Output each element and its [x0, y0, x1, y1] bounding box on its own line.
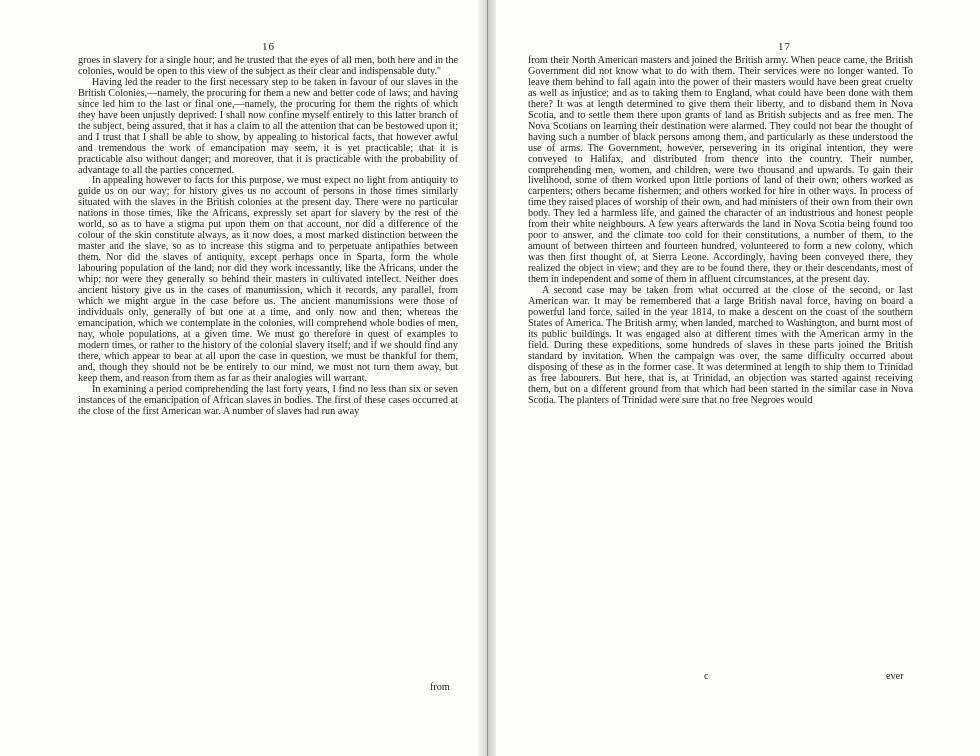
- catchword-right: ever: [886, 671, 904, 682]
- right-page: [496, 0, 980, 756]
- paragraph: Having led the reader to the first necessary step to be taken in favour of our slaves in the British Colonies,—namely, the procuring for them a new and better code of laws; and having since led him to the last or final one,—namely, the procuring for them the rights of which they have been unjustly deprived: I shall now confine myself entirely to this latter branch of the subject, being assured, that it has a claim to all the attention that can be bestowed upon it; and I trust that I shall be able to show, by appealing to historical facts, that however awful and tremendous the work of emancipation may seem, it is yet practicable; that it is practicable also without danger; and moreover, that it is practicable with the probability of advantage to all the parties concerned.: [78, 76, 458, 176]
- catchword-left: from: [430, 682, 450, 693]
- paragraph: A second case may be taken from what occurred at the close of the second, or last American war. It may be remembered that a large British naval force, having on board a powerful land force, sailed in the year 1814, to make a descent on the coast of the southern States of America. The British army, when landed, marched to Washington, and burnt most of its public buildings. It was engaged also at different times with the American army in the field. During these expeditions, some hundreds of slaves in these parts joined the British standard by invitation. When the campaign was over, the same difficulty occurred about disposing of these as in the former case. It was determined at length to ship them to Trinidad as free labourers. But here, that is, at Trinidad, an objection was started against receiving them, but on a different ground from that which had been started in the similar case in Nova Scotia. The planters of Trinidad were sure that no free Negroes would: [528, 285, 913, 406]
- gutter-fold-line: [487, 0, 488, 756]
- signature-mark: c: [704, 671, 709, 682]
- paragraph: groes in slavery for a single hour; and he trusted that the eyes of all men, both here and in the colonies, would be open to this view of the subject as their clear and indispensable duty.": [78, 55, 458, 77]
- paragraph: In appealing however to facts for this purpose, we must expect no light from antiquity to guide us on our way; for history gives us no account of persons in those times similarly situated with the slaves in the British colonies at the present day. There were no particular nations in those times, like the Africans, expressly set apart for slavery by the rest of the world, so as to have a stigma put upon them on that account, nor did a difference of the colour of the skin constitute always, as it now does, a most marked distinction between the master and the slave, so as to increase this stigma and to perpetuate antipathies between them. Nor did the slaves of antiquity, except perhaps once in Sparta, form the whole labouring population of the land; nor did they work incessantly, like the Africans, under the whip; nor were they generally so behind their masters in cultivated intellect. Neither does ancient history give us in the cases of manumission, which it records, any parallel, from which we might argue in the case before us. The ancient manumissions were those of individuals only, generally of but one at a time, and only now and then; whereas the emancipation, which we contemplate in the colonies, will comprehend whole bodies of men, nay, whole populations, at a given time. We must go therefore in quest of examples to modern times, or rather to the history of the colonial slavery itself; and if we should find any there, which appear to bear at all upon the case in question, we must be thankful for them, and, though they should not be be entirely to our mind, we must not turn them away, but keep them, and reason from them as far as their analogies will warrant.: [78, 175, 458, 384]
- page-number-left: 16: [262, 41, 275, 53]
- right-page-body: [528, 56, 913, 407]
- page-number-right: 17: [778, 41, 791, 53]
- left-page: [0, 0, 478, 756]
- paragraph: In examining a period comprehending the last forty years, I find no less than six or seven instances of the emancipation of African slaves in bodies. The first of these cases occurred at the close of the first American war. A number of slaves had run away: [78, 383, 458, 417]
- left-page-body: [78, 56, 458, 417]
- paragraph: from their North American masters and joined the British army. When peace came, the British Government did not know what to do with them. Their services were no longer wanted. To leave them behind to fall again into the power of their masters would have been great cruelty as well as injustice; and as to taking them to England, what could have been done with them there? It was at length determined to give them their liberty, and to disband them in Nova Scotia, and to settle them there upon grants of land as British subjects and as free men. The Nova Scotians on learning their destination were alarmed. They could not bear the thought of having such a number of black persons among them, and particularly as these understood the use of arms. The Government, however, persevering in its original intention, they were conveyed to Halifax, and distributed from thence into the country. Their number, comprehending men, women, and children, were two thousand and upwards. To gain their livelihood, some of them worked upon little portions of land of their own; others worked as carpenters; others became fishermen; and others worked for hire in other ways. In process of time they raised places of worship of their own, and had ministers of their own from their own body. They led a harmless life, and gained the character of an industrious and honest people from their white neighbours. A few years afterwards the land in Nova Scotia being found too poor to answer, and the climate too cold for their constitutions, a number of them, to the amount of between thirteen and fourteen hundred, volunteered to form a new colony, which was then first thought of, at Sierra Leone. Accordingly, having been conveyed there, they realized the object in view; and they are to be found there, they or their descendants, most of them in independent and some of them in affluent circumstances, at the present day.: [528, 55, 913, 286]
